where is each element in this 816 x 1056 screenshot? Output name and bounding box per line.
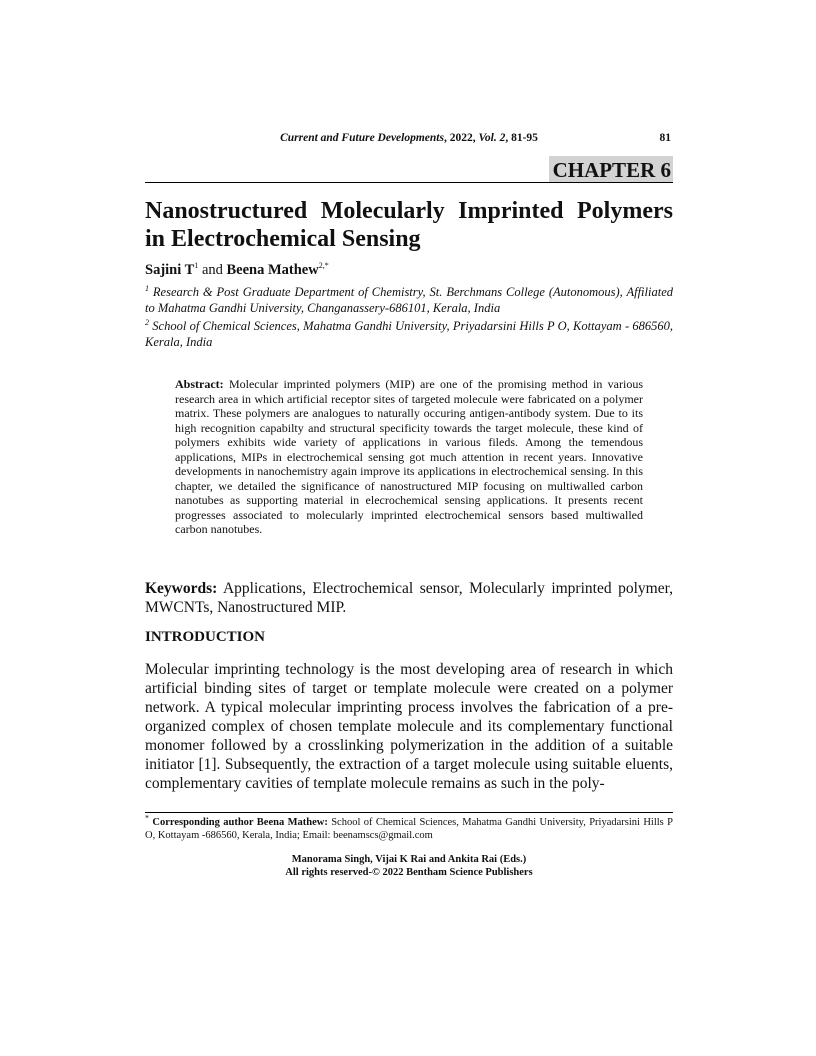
running-head <box>145 132 673 150</box>
affiliation-1-sup: 1 <box>145 283 149 293</box>
journal-volume: Vol. 2 <box>478 132 506 144</box>
keywords-label: Keywords: <box>145 580 218 597</box>
author-2: Beena Mathew <box>226 262 319 278</box>
footnote-rule <box>145 812 673 813</box>
chapter-title: Nanostructured Molecularly Imprinted Polymers in Electrochemical Sensing <box>145 198 673 252</box>
chapter-label: CHAPTER 6 <box>549 156 673 183</box>
author-line <box>145 262 329 279</box>
author-1: Sajini T <box>145 262 195 278</box>
editors-line: Manorama Singh, Vijai K Rai and Ankita Rai (Eds.) <box>291 854 527 865</box>
footnote-text: School of Chemical Sciences, Mahatma Gandhi University, Priyadarsini Hills P O, Kottayam -686560, Kerala, India; Email: beenamscs@gmail.com <box>145 817 673 841</box>
abstract-text: Molecular imprinted polymers (MIP) are one of the promising method in various research area in which artificial receptor sites of targeted molecule were fabricated on a polymer matrix. These polymers are analogues to naturally occuring antigen-antibody system. Due to its high recognition capabilty and structural specificity towards the target molecule, these kind of polymers exhibits wide variety of applications in various fileds. Among the temendous applications, MIPs in electrochemical sensing got much attention in recent years. Innovative developments in nanochemistry again improve its applications in electrochemical sensing. In this chapter, we detailed the significance of nanostructured MIP focusing on multiwalled carbon nanotubes as supporting material in elecrochemical sensing applications. It presents recent progresses associated to molecularly imprinted electrochemical sensors based multiwalled carbon nanotubes. <box>175 377 643 536</box>
section-heading: INTRODUCTION <box>145 629 266 645</box>
affiliation-1 <box>145 284 673 316</box>
introduction-paragraph: Molecular imprinting technology is the most developing area of research in which artificial binding sites of target or template molecule were created on a polymer network. A typical molecular imprinting process involves the fabrication of a pre-organized complex of chosen template molecule and its complementary functional monomer followed by a crosslinking polymerization in the addition of a suitable initiator [1]. Subsequently, the extraction of a target molecule using suitable eluents, complementary cavities of template molecule remains as such in the poly- <box>145 661 673 792</box>
chapter-rule <box>145 182 673 183</box>
page-number: 81 <box>659 132 671 144</box>
footnote <box>145 813 673 842</box>
keywords <box>145 579 673 617</box>
affiliation-2 <box>145 318 673 350</box>
journal-citation <box>145 132 673 144</box>
author-2-sup: 2,* <box>318 261 329 271</box>
editors-block <box>145 853 673 879</box>
affiliation-1-text: Research & Post Graduate Department of Chemistry, St. Berchmans College (Autonomous), Affiliated to Mahatma Gandhi University, Changanassery-686101, Kerala, India <box>145 285 673 315</box>
journal-name: Current and Future Developments <box>280 132 444 144</box>
copyright-line: All rights reserved-© 2022 Bentham Science Publishers <box>285 867 533 878</box>
author-1-sup: 1 <box>194 261 199 271</box>
journal-pages: , 81-95 <box>505 132 538 144</box>
affiliation-2-text: School of Chemical Sciences, Mahatma Gandhi University, Priyadarsini Hills P O, Kottayam - 686560, Kerala, India <box>145 319 673 349</box>
footnote-label: Corresponding author Beena Mathew: <box>149 817 328 828</box>
footnote-sup: * <box>145 813 149 823</box>
author-joiner: and <box>198 262 227 278</box>
journal-year: , 2022, <box>443 132 479 144</box>
abstract <box>175 377 643 537</box>
abstract-label: Abstract: <box>175 377 224 391</box>
keywords-text: Applications, Electrochemical sensor, Molecularly imprinted polymer, MWCNTs, Nanostructured MIP. <box>145 580 673 616</box>
affiliation-2-sup: 2 <box>145 317 149 327</box>
